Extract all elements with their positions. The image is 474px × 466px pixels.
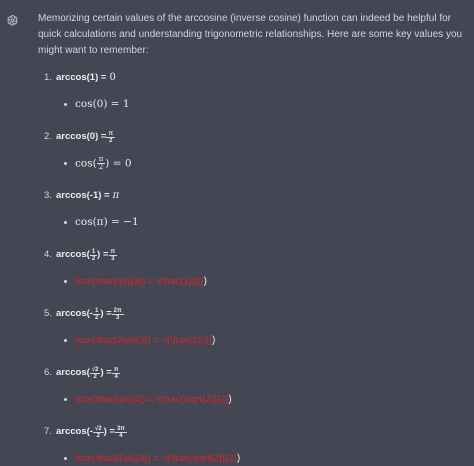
item-heading [44,188,464,204]
bullet-item [64,214,464,230]
item-heading: 6. arccos( $\frac{√2}{2}$ ) = $\frac{\pi}{4}$ [44,366,119,380]
item-fraction [107,131,114,144]
bullet-dot [64,457,67,460]
item-heading [44,129,464,145]
bullet-item [64,96,464,112]
item-heading: 5. arccos(- $\frac{1}{2}$ ) = $\frac{2\pi}{3}$ [44,307,122,321]
item-label: arccos( [56,367,90,378]
list-item [44,247,464,289]
bullet-item [64,155,464,171]
bullet-raw-latex: \cos(\frac{3\pi}{4}) = -\(\frac{\sqrt{2}}{2} [75,452,237,464]
fraction-denominator: 2 [109,137,113,144]
bullet-raw-latex: \cos(\frac{\pi}{3}) = \(\frac{1}{2} [75,275,204,287]
list-item [44,306,464,348]
bullet-dot [64,221,67,224]
bullet-item: \cos(\frac{\pi}{3}) = \(\frac{1}{2} ) [64,273,464,289]
bullet-raw-latex: \cos(\frac{\pi}{4}) = \(\frac{\sqrt{2}}{2} [75,393,229,405]
fraction-numerator: π [108,130,114,137]
item-heading: 4. arccos( $\frac{1}{2}$ ) = $\frac{\pi}{3}$ [44,248,116,262]
item-argument-fraction: $\frac{1}{2}$ [91,248,96,262]
list-item [44,424,464,466]
bullet-raw-latex: \cos(\frac{2\pi}{3}) = -\(\frac{1}{2} [75,334,213,346]
item-label: arccos(1) = [56,72,107,83]
item-heading: 7. arccos(- $\frac{√2}{2}$ ) = $\frac{3\pi}{4}$ [44,425,125,439]
item-label: arccos(- [56,308,93,319]
item-number: 7. [44,426,52,437]
item-label: arccos(-1) = [56,190,110,201]
item-number: 5. [44,308,52,319]
list-item [44,129,464,171]
item-heading [44,70,464,86]
openai-logo-icon [6,14,19,27]
item-number: 4. [44,249,52,260]
bullet-dot [64,339,67,342]
item-argument-fraction: $\frac{√2}{2}$ [94,425,102,439]
item-label: arccos( [56,249,90,260]
intro-paragraph: Memorizing certain values of the arccosine (inverse cosine) function can indeed be helpful for quick calculations and understanding trigonometric relationships. Here are some key values you might want to remember: [38,13,463,56]
item-value: 0 [109,72,116,83]
bullet-item: \cos(\frac{2\pi}{3}) = -\(\frac{1}{2} ) [64,332,464,348]
item-number: 6. [44,367,52,378]
message-content [38,11,464,466]
bullet-dot [64,103,67,106]
item-label: arccos(- [56,426,93,437]
item-argument-fraction: $\frac{√2}{2}$ [91,366,99,380]
item-number: 2. [44,131,52,142]
list-item [44,70,464,112]
item-argument-fraction: $\frac{1}{2}$ [94,307,99,321]
item-fraction: $\frac{\pi}{4}$ [113,366,119,380]
item-fraction: $\frac{\pi}{3}$ [110,248,116,262]
bullet-dot [64,162,67,165]
bullet-item: \cos(\frac{\pi}{4}) = \(\frac{\sqrt{2}}{2} ) [64,391,464,407]
item-number: 3. [44,190,52,201]
item-number: 1. [44,72,52,83]
list-item [44,188,464,230]
bullet-dot [64,398,67,401]
bullet-math: cos( $\frac{\pi}{2}$ ) = 0 [75,154,132,171]
item-label: arccos(0) = [56,131,107,142]
bullet-math: cos(0) = 1 [75,98,130,110]
item-fraction: $\frac{3\pi}{4}$ [116,425,125,439]
item-fraction: $\frac{2\pi}{3}$ [113,307,122,321]
item-value: π [112,190,120,201]
bullet-dot [64,280,67,283]
bullet-item: \cos(\frac{3\pi}{4}) = -\(\frac{\sqrt{2}}{2} ) [64,450,464,466]
list-item [44,365,464,407]
bullet-math: cos(π) = −1 [75,216,139,228]
